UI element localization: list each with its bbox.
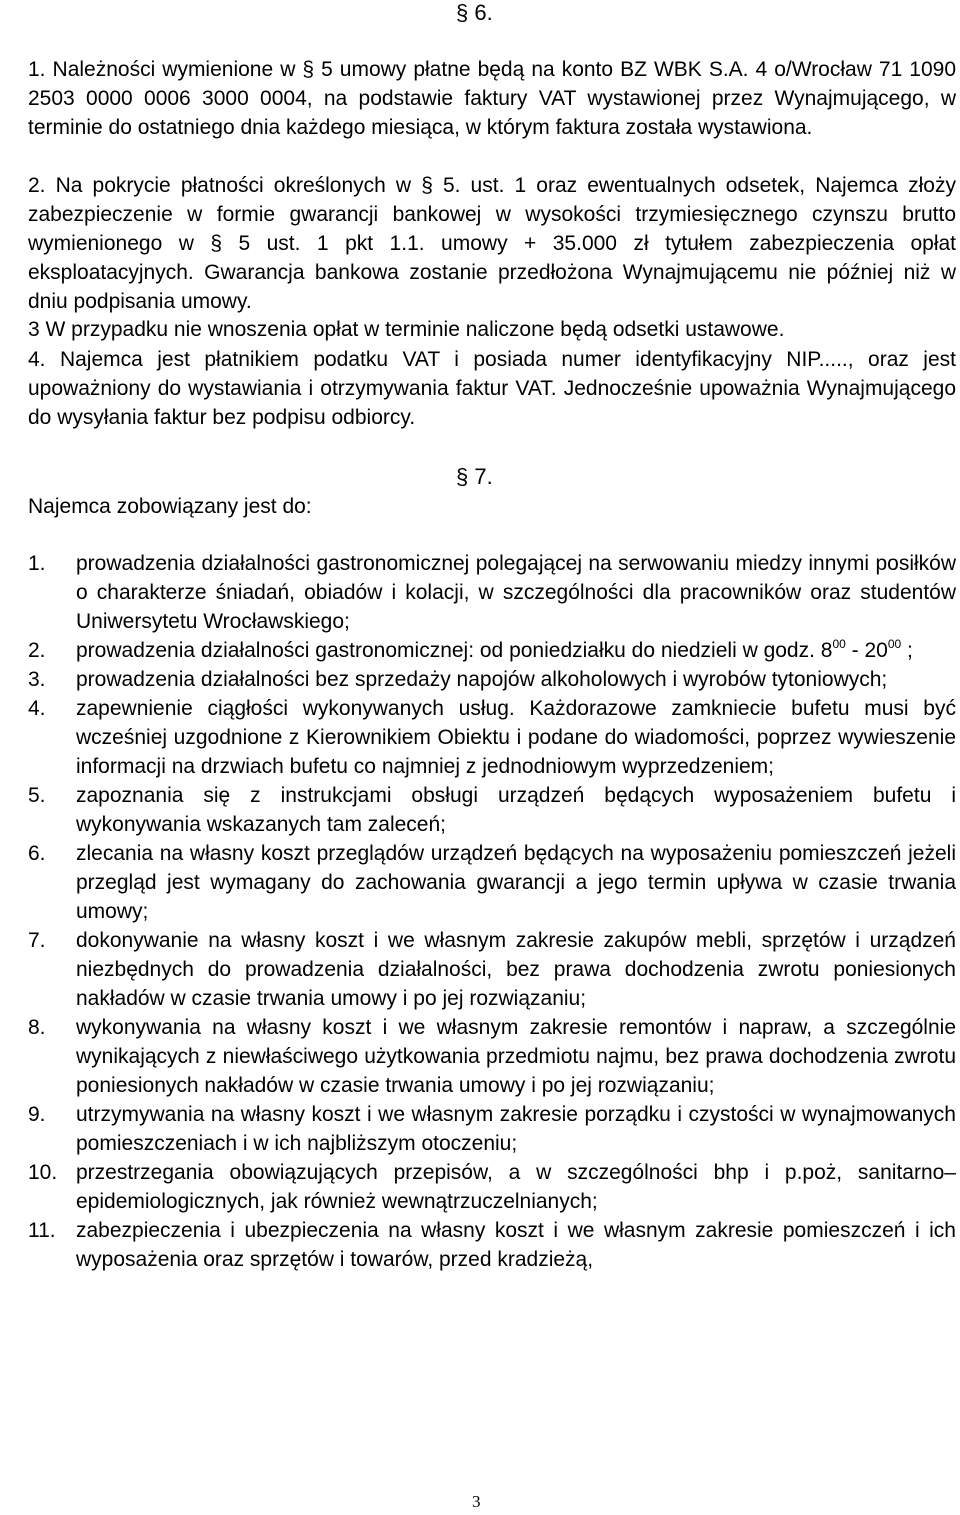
list-item-text: zlecania na własny koszt przeglądów urządzeń będących na wyposażeniu pomieszczeń jeżeli przegląd jest wymagany do zachowania gwarancji a jego termin upływa w czasie trwania umowy;	[76, 842, 956, 923]
list-item-text: prowadzenia działalności gastronomicznej polegającej na serwowaniu miedzy innymi posiłków o charakterze śniadań, obiadów i kolacji, w szczególności dla pracowników oraz studentów Uniwersytetu Wrocławskiego;	[76, 552, 956, 633]
section-6-paragraph-2: 2. Na pokrycie płatności określonych w § 5. ust. 1 oraz ewentualnych odsetek, Najemca złoży zabezpieczenie w formie gwarancji bankowej w wysokości trzymiesięcznego czynszu brutto wymienionego w § 5 ust. 1 pkt 1.1. umowy + 35.000 zł tytułem zabezpieczenia opłat eksploatacyjnych. Gwarancja bankowa zostanie przedłożona Wynajmującemu nie później niż w dniu podpisania umowy.	[28, 174, 956, 313]
section-6-paragraph-4: 4. Najemca jest płatnikiem podatku VAT i posiada numer identyfikacyjny NIP....., oraz jest upoważniony do wystawiania i otrzymywania faktur VAT. Jednocześnie upoważnia Wynajmującego do wysyłania faktur bez podpisu odbiorcy.	[28, 348, 956, 429]
hours-text-start: prowadzenia działalności gastronomicznej: od poniedziałku do niedzieli w godz. 8	[76, 639, 833, 662]
list-item-text: zapoznania się z instrukcjami obsługi urządzeń będących wyposażeniem bufetu i wykonywania wskazanych tam zaleceń;	[76, 784, 956, 836]
section-6-paragraph-3: 3 W przypadku nie wnoszenia opłat w terminie naliczone będą odsetki ustawowe.	[28, 318, 785, 341]
list-item-number: 6.	[28, 842, 46, 865]
list-item	[28, 694, 956, 781]
hours-close-superscript: 00	[887, 637, 902, 651]
hours-open-superscript: 00	[832, 637, 846, 651]
list-item	[28, 839, 956, 926]
obligations-list	[28, 549, 956, 1274]
list-item-text: utrzymywania na własny koszt i we własnym zakresie porządku i czystości w wynajmowanych pomieszczeniach i w ich najbliższym otoczeniu;	[76, 1103, 956, 1155]
list-item	[28, 1158, 956, 1216]
list-item-text: przestrzegania obowiązujących przepisów, a w szczególności bhp i p.poż, sanitarno–epidemiologicznych, jak również wewnątrzuczelnianych;	[76, 1161, 956, 1213]
list-item-number: 2.	[28, 639, 46, 662]
list-item-text: prowadzenia działalności bez sprzedaży napojów alkoholowych i wyrobów tytoniowych;	[76, 668, 888, 691]
list-item-text: zapewnienie ciągłości wykonywanych usług. Każdorazowe zamkniecie bufetu musi być wcześniej uzgodnione z Kierownikiem Obiektu i podane do wiadomości, poprzez wywieszenie informacji na drzwiach bufetu co najmniej z jednodniowym wyprzedzeniem;	[76, 697, 956, 778]
list-item-text: wykonywania na własny koszt i we własnym zakresie remontów i napraw, a szczególnie wynikających z niewłaściwego użytkowania przedmiotu najmu, bez prawa dochodzenia zwrotu poniesionych nakładów w czasie trwania umowy i po jej rozwiązaniu;	[76, 1016, 956, 1097]
list-item-text	[76, 636, 956, 665]
list-item-text: dokonywanie na własny koszt i we własnym zakresie zakupów mebli, sprzętów i urządzeń niezbędnych do prowadzenia działalności, bez prawa dochodzenia zwrotu poniesionych nakładów w czasie trwania umowy i po jej rozwiązaniu;	[76, 929, 956, 1010]
list-item-number: 5.	[28, 784, 46, 807]
list-item	[28, 1013, 956, 1100]
list-item	[28, 781, 956, 839]
hours-text-end: ;	[901, 639, 913, 662]
list-item	[28, 1216, 956, 1274]
list-item	[28, 665, 956, 694]
list-item-text: zabezpieczenia i ubezpieczenia na własny koszt i we własnym zakresie pomieszczeń i ich wyposażenia oraz sprzętów i towarów, przed kradzieżą,	[76, 1219, 956, 1271]
list-item-number: 10.	[28, 1161, 58, 1184]
section-6-paragraph-1: 1. Należności wymienione w § 5 umowy płatne będą na konto BZ WBK S.A. 4 o/Wrocław 71 1090 2503 0000 0006 3000 0004, na podstawie faktury VAT wystawionej przez Wynajmującego, w terminie do ostatniego dnia każdego miesiąca, w którym faktura została wystawiona.	[28, 58, 956, 139]
hours-text-mid: - 20	[845, 639, 888, 662]
list-item	[28, 549, 956, 636]
list-item	[28, 636, 956, 665]
section-6-heading: § 6.	[456, 0, 493, 25]
list-item-number: 7.	[28, 929, 46, 952]
section-7-heading: § 7.	[456, 464, 493, 489]
list-item-number: 3.	[28, 668, 46, 691]
list-item-number: 11.	[28, 1219, 56, 1242]
list-item-number: 1.	[28, 552, 46, 575]
list-item-number: 9.	[28, 1103, 46, 1126]
list-item	[28, 926, 956, 1013]
list-item-number: 8.	[28, 1016, 46, 1039]
section-7-lead: Najemca zobowiązany jest do:	[28, 495, 312, 518]
list-item-number: 4.	[28, 697, 46, 720]
page-number: 3	[472, 1492, 481, 1511]
list-item	[28, 1100, 956, 1158]
